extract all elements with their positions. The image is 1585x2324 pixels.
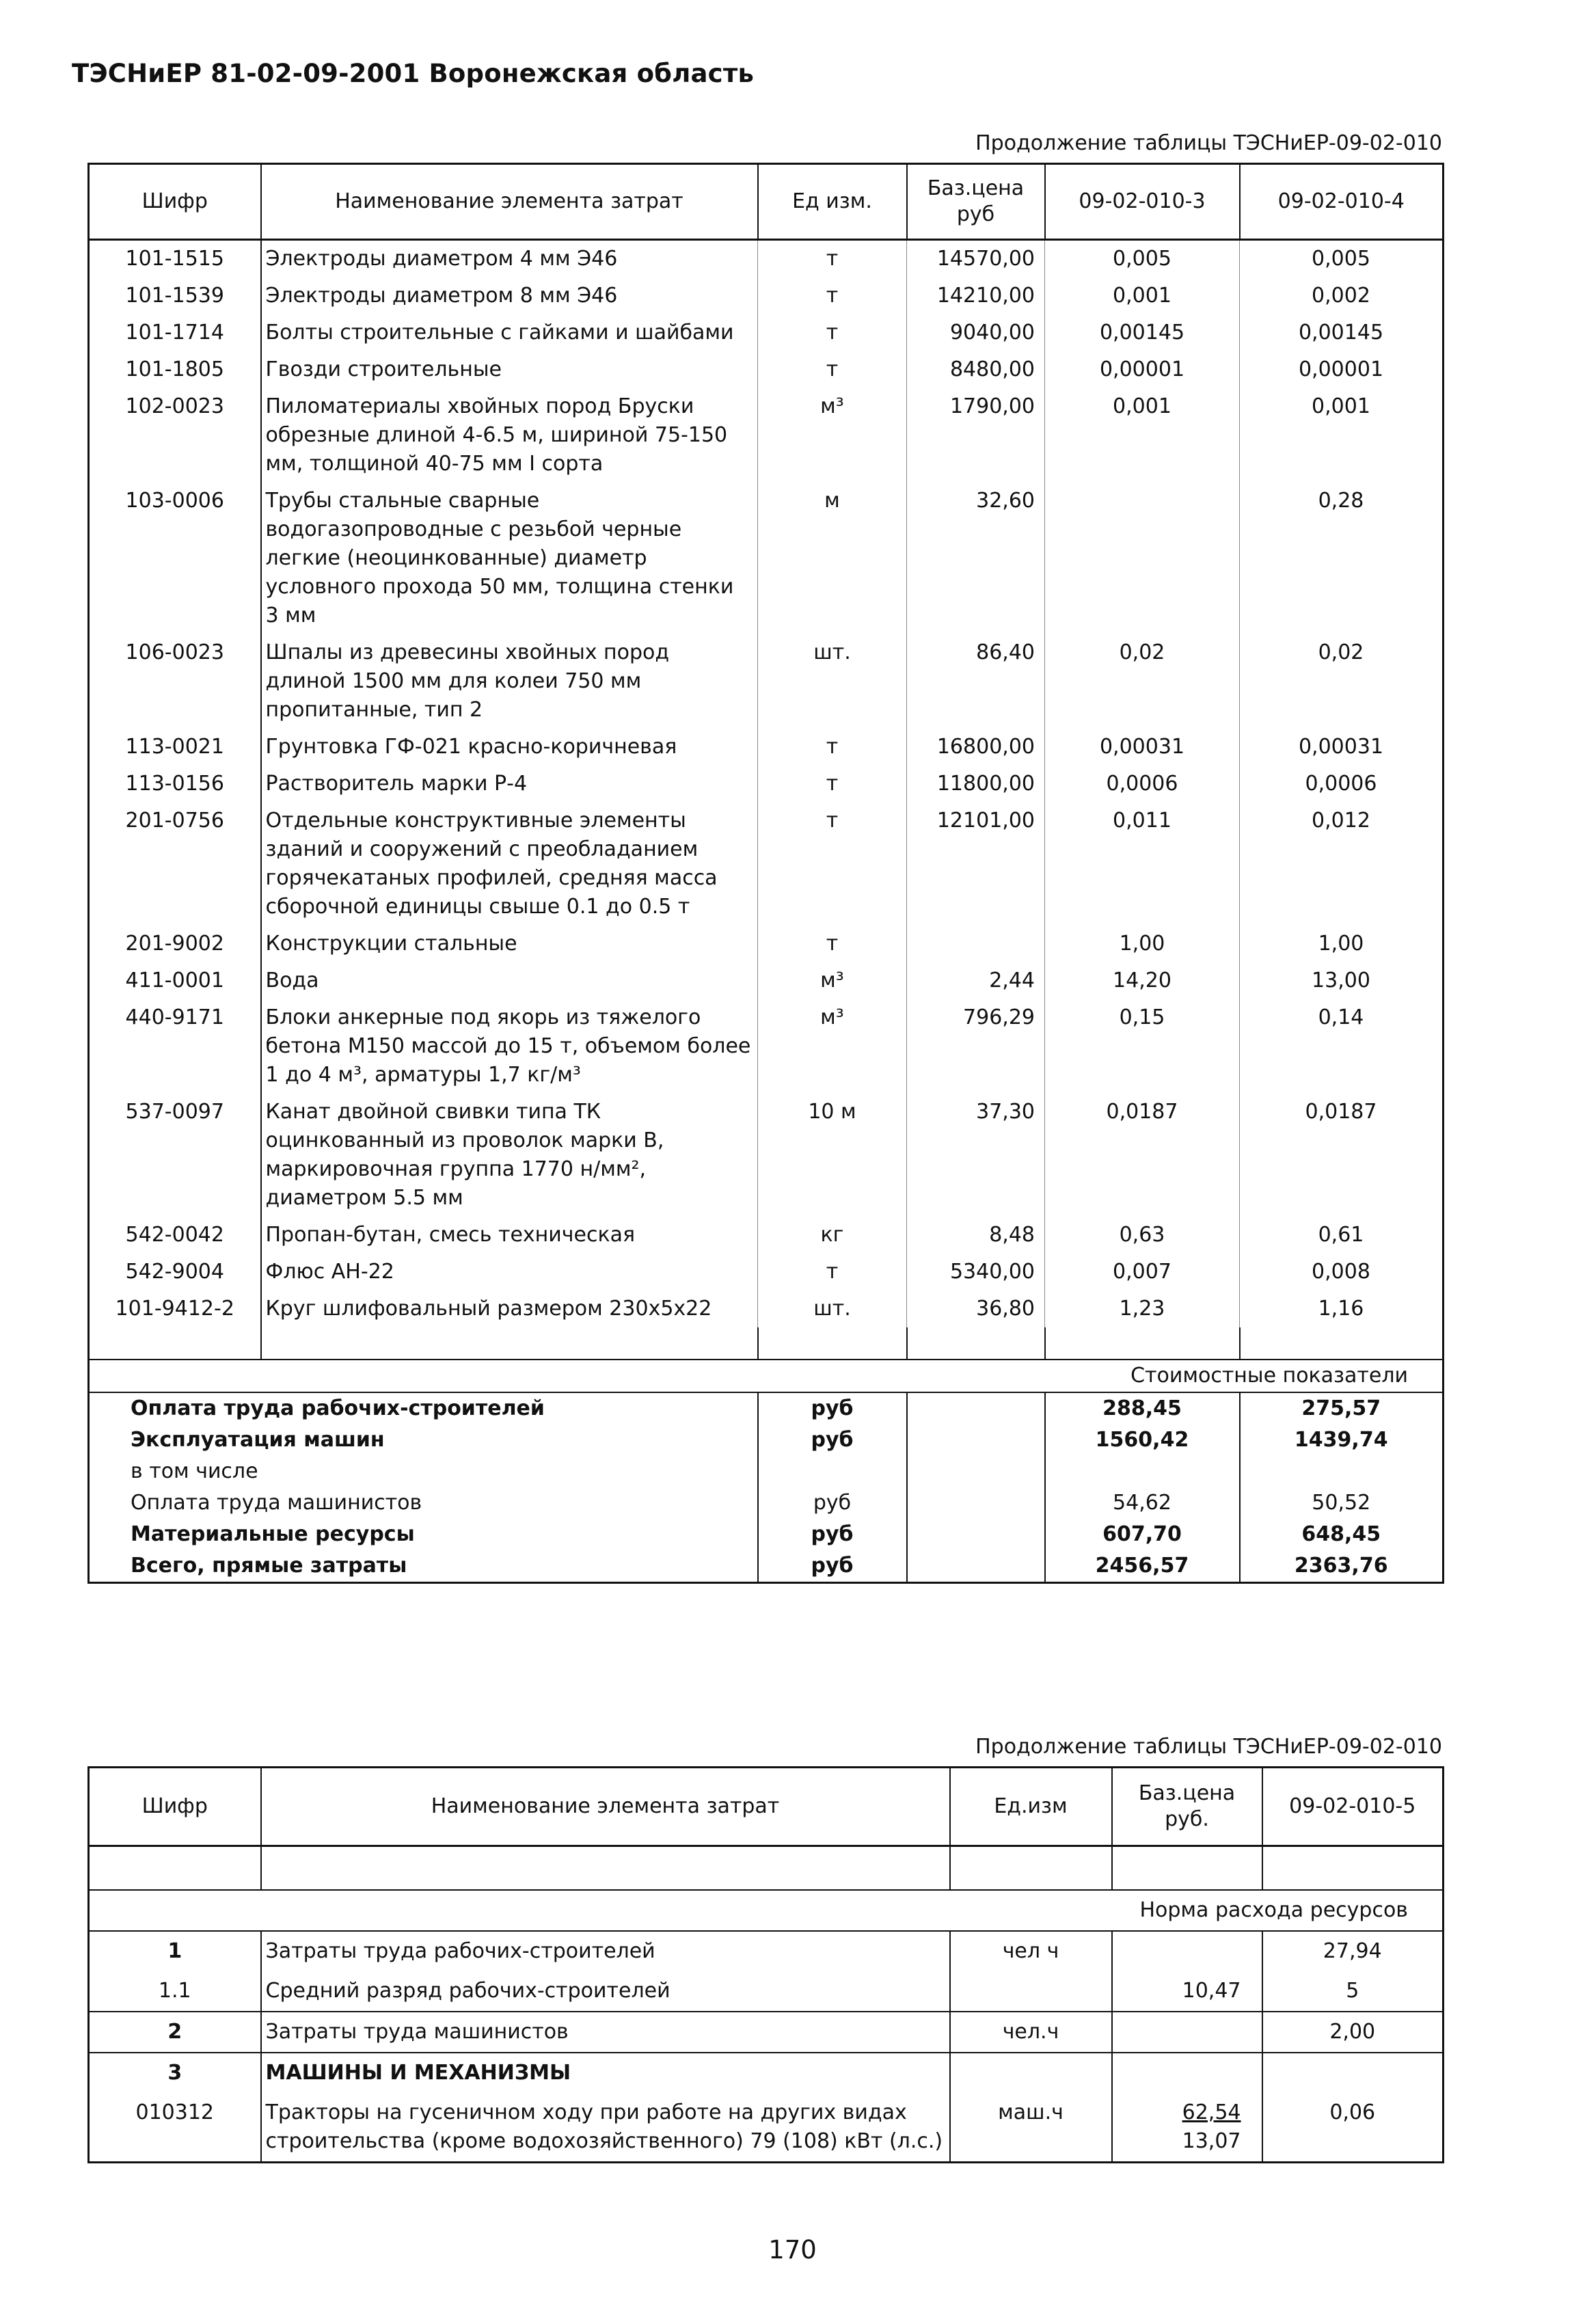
- resource-code: 2: [89, 2012, 261, 2053]
- table-row: [89, 1291, 1444, 1327]
- resource-base-price: 36,80: [907, 1291, 1045, 1327]
- base-price-secondary: 13,07: [1182, 2129, 1241, 2153]
- resource-name: Болты строительные с гайками и шайбами: [261, 314, 758, 351]
- cost-price-empty: [907, 1519, 1045, 1550]
- resource-name: Отдельные конструктивные элементы зданий и сооружений с преобладанием горячекатаных профилей, средняя масса сборочной единицы свыше 0.1 до 0.5 т: [261, 802, 758, 925]
- resource-base-price: 8,48: [907, 1217, 1045, 1254]
- value-09-02-010-4: 1,16: [1240, 1291, 1444, 1327]
- table-row: [89, 1217, 1444, 1254]
- resource-unit: м³: [758, 999, 907, 1094]
- base-price-value: 62,54: [1182, 2100, 1241, 2124]
- cost-value-09-02-010-3: 1560,42: [1045, 1424, 1240, 1456]
- cost-section-label: Стоимостные показатели: [89, 1360, 1444, 1392]
- resources-table: [87, 1766, 1444, 2163]
- cost-price-empty: [907, 1456, 1045, 1487]
- resource-base-price: 8480,00: [907, 351, 1045, 388]
- resource-name: Круг шлифовальный размером 230x5x22: [261, 1291, 758, 1327]
- resource-base-price: 14570,00: [907, 240, 1045, 278]
- resource-unit: т: [758, 351, 907, 388]
- col-header-09-02-010-4: 09-02-010-4: [1240, 164, 1444, 240]
- cost-value-09-02-010-3: 288,45: [1045, 1392, 1240, 1424]
- resource-base-price: 12101,00: [907, 802, 1045, 925]
- table-row: [89, 766, 1444, 802]
- norm-section-label: Норма расхода ресурсов: [89, 1890, 1444, 1931]
- resource-code: 440-9171: [125, 1005, 224, 1029]
- resource-name: Трубы стальные сварные водогазопроводные с резьбой черные легкие (неоцинкованные) диаметр условного прохода 50 мм, толщина стенки 3 мм: [261, 483, 758, 634]
- resource-unit: чел.ч: [950, 2012, 1112, 2053]
- table-row: [89, 925, 1444, 962]
- resource-unit: маш.ч: [950, 2093, 1112, 2163]
- cost-value-09-02-010-4: 275,57: [1240, 1392, 1444, 1424]
- value-09-02-010-3: 0,02: [1045, 634, 1240, 729]
- resource-code: 201-9002: [125, 932, 224, 956]
- table-row: [89, 2012, 1444, 2053]
- resource-base-price: 32,60: [907, 483, 1045, 634]
- value-09-02-010-3: 0,011: [1045, 802, 1240, 925]
- value-09-02-010-3: 0,00145: [1045, 314, 1240, 351]
- resource-unit: [950, 2053, 1112, 2093]
- value-09-02-010-3: 0,0006: [1045, 766, 1240, 802]
- value-09-02-010-4: 0,002: [1240, 278, 1444, 314]
- resource-code: 3: [89, 2053, 261, 2093]
- table-row: [89, 962, 1444, 999]
- table-row: [89, 2093, 1444, 2163]
- value-09-02-010-4: 0,005: [1240, 240, 1444, 278]
- col-header-09-02-010-3: 09-02-010-3: [1045, 164, 1240, 240]
- resource-code: 101-1539: [125, 284, 224, 308]
- resource-name: Блоки анкерные под якорь из тяжелого бетона М150 массой до 15 т, объемом более 1 до 4 м³, арматуры 1,7 кг/м³: [261, 999, 758, 1094]
- value-09-02-010-3: 0,0187: [1045, 1094, 1240, 1217]
- cost-unit: [758, 1456, 907, 1487]
- table-row: [89, 240, 1444, 278]
- resource-unit: шт.: [758, 1291, 907, 1327]
- cost-name: Эксплуатация машин: [131, 1428, 385, 1452]
- col-header-price: Баз.цена руб.: [1112, 1768, 1262, 1846]
- col-header-unit: Ед изм.: [758, 164, 907, 240]
- cost-unit: руб: [758, 1550, 907, 1583]
- resource-code: 103-0006: [125, 489, 224, 513]
- value-09-02-010-3: 0,00001: [1045, 351, 1240, 388]
- table-row: [89, 634, 1444, 729]
- resource-code: 1.1: [158, 1979, 191, 2003]
- cost-row: [89, 1424, 1444, 1456]
- value-09-02-010-5: 5: [1262, 1971, 1444, 2012]
- page-number: 170: [768, 2235, 817, 2265]
- value-09-02-010-4: 13,00: [1240, 962, 1444, 999]
- value-09-02-010-5: 2,00: [1262, 2012, 1444, 2053]
- cost-name: в том числе: [131, 1459, 258, 1483]
- resource-name: МАШИНЫ И МЕХАНИЗМЫ: [261, 2053, 950, 2093]
- cost-value-09-02-010-4: [1240, 1456, 1444, 1487]
- table-row: [89, 729, 1444, 766]
- resource-name: Канат двойной свивки типа ТК оцинкованный из проволок марки В, маркировочная группа 1770 н/мм², диаметром 5.5 мм: [261, 1094, 758, 1217]
- resource-unit: т: [758, 278, 907, 314]
- cost-value-09-02-010-3: 607,70: [1045, 1519, 1240, 1550]
- cost-price-empty: [907, 1424, 1045, 1456]
- cost-unit: руб: [758, 1487, 907, 1519]
- value-09-02-010-3: 14,20: [1045, 962, 1240, 999]
- resource-name: Гвозди строительные: [261, 351, 758, 388]
- value-09-02-010-3: 0,005: [1045, 240, 1240, 278]
- value-09-02-010-3: 0,001: [1045, 388, 1240, 483]
- table-row: [89, 351, 1444, 388]
- cost-row: [89, 1487, 1444, 1519]
- col-header-unit: Ед.изм: [950, 1768, 1112, 1846]
- resource-base-price: 37,30: [907, 1094, 1045, 1217]
- col-header-name: Наименование элемента затрат: [261, 164, 758, 240]
- value-09-02-010-3: 1,23: [1045, 1291, 1240, 1327]
- resource-base-price: 86,40: [907, 634, 1045, 729]
- value-09-02-010-4: 0,012: [1240, 802, 1444, 925]
- resource-unit: м³: [758, 962, 907, 999]
- resource-unit: кг: [758, 1217, 907, 1254]
- norm-section-header: [89, 1890, 1444, 1931]
- value-09-02-010-4: 1,00: [1240, 925, 1444, 962]
- resource-name: Шпалы из древесины хвойных пород длиной 1500 мм для колеи 750 мм пропитанные, тип 2: [261, 634, 758, 729]
- resource-code: 113-0156: [125, 772, 224, 796]
- table1-caption: Продолжение таблицы ТЭСНиЕР-09-02-010: [975, 131, 1442, 155]
- resource-code: 010312: [135, 2100, 215, 2124]
- resource-name: Пропан-бутан, смесь техническая: [261, 1217, 758, 1254]
- cost-name: Всего, прямые затраты: [131, 1554, 407, 1578]
- resource-unit: [950, 1971, 1112, 2012]
- resource-code: 537-0097: [125, 1100, 224, 1124]
- table-row: [89, 388, 1444, 483]
- col-header-price: Баз.цена руб: [907, 164, 1045, 240]
- spacer-row: [89, 1846, 1444, 1891]
- resource-name: Грунтовка ГФ-021 красно-коричневая: [261, 729, 758, 766]
- cost-price-empty: [907, 1550, 1045, 1583]
- value-09-02-010-3: 1,00: [1045, 925, 1240, 962]
- value-09-02-010-4: 0,00031: [1240, 729, 1444, 766]
- resource-base-price: [1112, 1931, 1262, 1971]
- cost-value-09-02-010-3: 2456,57: [1045, 1550, 1240, 1583]
- value-09-02-010-5: 27,94: [1262, 1931, 1444, 1971]
- resource-unit: т: [758, 766, 907, 802]
- materials-table: [87, 163, 1444, 1584]
- value-09-02-010-5: 0,06: [1262, 2093, 1444, 2163]
- cost-unit: руб: [758, 1424, 907, 1456]
- value-09-02-010-4: 0,001: [1240, 388, 1444, 483]
- resource-code: 101-1515: [125, 247, 224, 271]
- resource-base-price: [907, 925, 1045, 962]
- value-09-02-010-3: 0,63: [1045, 1217, 1240, 1254]
- table1-header-row: [89, 164, 1444, 240]
- table2-header-row: [89, 1768, 1444, 1846]
- resource-code: 101-1805: [125, 357, 224, 381]
- resource-code: 113-0021: [125, 735, 224, 759]
- cost-row: [89, 1519, 1444, 1550]
- resource-base-price: 16800,00: [907, 729, 1045, 766]
- resource-code: 106-0023: [125, 640, 224, 664]
- cost-unit: руб: [758, 1392, 907, 1424]
- value-09-02-010-4: 0,00001: [1240, 351, 1444, 388]
- resource-unit: т: [758, 314, 907, 351]
- resource-base-price: 5340,00: [907, 1254, 1045, 1291]
- resource-unit: 10 м: [758, 1094, 907, 1217]
- page-title: ТЭСНиЕР 81-02-09-2001 Воронежская область: [72, 59, 755, 88]
- cost-row: [89, 1392, 1444, 1424]
- resource-unit: м: [758, 483, 907, 634]
- col-header-code: Шифр: [89, 1768, 261, 1846]
- value-09-02-010-3: [1045, 483, 1240, 634]
- resource-base-price: 9040,00: [907, 314, 1045, 351]
- value-09-02-010-3: 0,15: [1045, 999, 1240, 1094]
- resource-name: Флюс АН-22: [261, 1254, 758, 1291]
- resource-base-price: [1112, 2012, 1262, 2053]
- col-header-code: Шифр: [89, 164, 261, 240]
- cost-name: Оплата труда машинистов: [131, 1491, 422, 1515]
- cost-section-header: [89, 1360, 1444, 1392]
- value-09-02-010-3: 0,001: [1045, 278, 1240, 314]
- value-09-02-010-5: [1262, 2053, 1444, 2093]
- value-09-02-010-4: 0,28: [1240, 483, 1444, 634]
- resource-code: 201-0756: [125, 809, 224, 833]
- table-row: [89, 999, 1444, 1094]
- table-row: [89, 1254, 1444, 1291]
- table-row: [89, 2053, 1444, 2093]
- resource-unit: т: [758, 240, 907, 278]
- resource-code: 411-0001: [125, 969, 224, 992]
- spacer-row: [89, 1327, 1444, 1360]
- cost-row: [89, 1550, 1444, 1583]
- base-price-value: 10,47: [1182, 1979, 1241, 2003]
- cost-row: [89, 1456, 1444, 1487]
- resource-code: 1: [167, 1939, 182, 1963]
- cost-value-09-02-010-4: 50,52: [1240, 1487, 1444, 1519]
- resource-code: 102-0023: [125, 394, 224, 418]
- cost-value-09-02-010-4: 1439,74: [1240, 1424, 1444, 1456]
- col-header-name: Наименование элемента затрат: [261, 1768, 950, 1846]
- value-09-02-010-4: 0,0187: [1240, 1094, 1444, 1217]
- cost-price-empty: [907, 1392, 1045, 1424]
- col-header-09-02-010-5: 09-02-010-5: [1262, 1768, 1444, 1846]
- value-09-02-010-4: 0,61: [1240, 1217, 1444, 1254]
- resource-unit: т: [758, 729, 907, 766]
- value-09-02-010-3: 0,007: [1045, 1254, 1240, 1291]
- resource-base-price: 2,44: [907, 962, 1045, 999]
- resource-base-price: [1112, 2053, 1262, 2093]
- resource-base-price: [1112, 1971, 1262, 2012]
- resource-name: Вода: [261, 962, 758, 999]
- table-row: [89, 1971, 1444, 2012]
- value-09-02-010-3: 0,00031: [1045, 729, 1240, 766]
- resource-base-price: 796,29: [907, 999, 1045, 1094]
- cost-name: Оплата труда рабочих-строителей: [131, 1396, 545, 1420]
- cost-unit: руб: [758, 1519, 907, 1550]
- cost-value-09-02-010-3: [1045, 1456, 1240, 1487]
- resource-name: Затраты труда рабочих-строителей: [261, 1931, 950, 1971]
- resource-unit: т: [758, 925, 907, 962]
- value-09-02-010-4: 0,0006: [1240, 766, 1444, 802]
- resource-name: Средний разряд рабочих-строителей: [261, 1971, 950, 2012]
- resource-unit: чел ч: [950, 1931, 1112, 1971]
- resource-name: Растворитель марки Р-4: [261, 766, 758, 802]
- resource-code: 542-0042: [125, 1223, 224, 1247]
- table-row: [89, 802, 1444, 925]
- resource-unit: т: [758, 1254, 907, 1291]
- cost-value-09-02-010-3: 54,62: [1045, 1487, 1240, 1519]
- resource-name: Электроды диаметром 8 мм Э46: [261, 278, 758, 314]
- resource-name: Конструкции стальные: [261, 925, 758, 962]
- resource-unit: шт.: [758, 634, 907, 729]
- table-row: [89, 483, 1444, 634]
- table-row: [89, 1094, 1444, 1217]
- resource-unit: т: [758, 802, 907, 925]
- resource-code: 101-1714: [125, 321, 224, 344]
- resource-base-price: [1112, 2093, 1262, 2163]
- table-row: [89, 314, 1444, 351]
- resource-base-price: 11800,00: [907, 766, 1045, 802]
- table2-caption: Продолжение таблицы ТЭСНиЕР-09-02-010: [975, 1735, 1442, 1759]
- table-row: [89, 278, 1444, 314]
- cost-value-09-02-010-4: 2363,76: [1240, 1550, 1444, 1583]
- value-09-02-010-4: 0,00145: [1240, 314, 1444, 351]
- value-09-02-010-4: 0,02: [1240, 634, 1444, 729]
- resource-unit: м³: [758, 388, 907, 483]
- resource-base-price: 1790,00: [907, 388, 1045, 483]
- cost-value-09-02-010-4: 648,45: [1240, 1519, 1444, 1550]
- value-09-02-010-4: 0,14: [1240, 999, 1444, 1094]
- cost-name: Материальные ресурсы: [131, 1522, 415, 1546]
- cost-price-empty: [907, 1487, 1045, 1519]
- table-row: [89, 1931, 1444, 1971]
- resource-name: Затраты труда машинистов: [261, 2012, 950, 2053]
- resource-name: Тракторы на гусеничном ходу при работе на других видах строительства (кроме водохозяйственного) 79 (108) кВт (л.с.): [261, 2093, 950, 2163]
- value-09-02-010-4: 0,008: [1240, 1254, 1444, 1291]
- resource-name: Пиломатериалы хвойных пород Бруски обрезные длиной 4-6.5 м, шириной 75-150 мм, толщиной 40-75 мм I сорта: [261, 388, 758, 483]
- resource-base-price: 14210,00: [907, 278, 1045, 314]
- resource-code: 542-9004: [125, 1260, 224, 1284]
- resource-name: Электроды диаметром 4 мм Э46: [261, 240, 758, 278]
- resource-code: 101-9412-2: [115, 1297, 234, 1321]
